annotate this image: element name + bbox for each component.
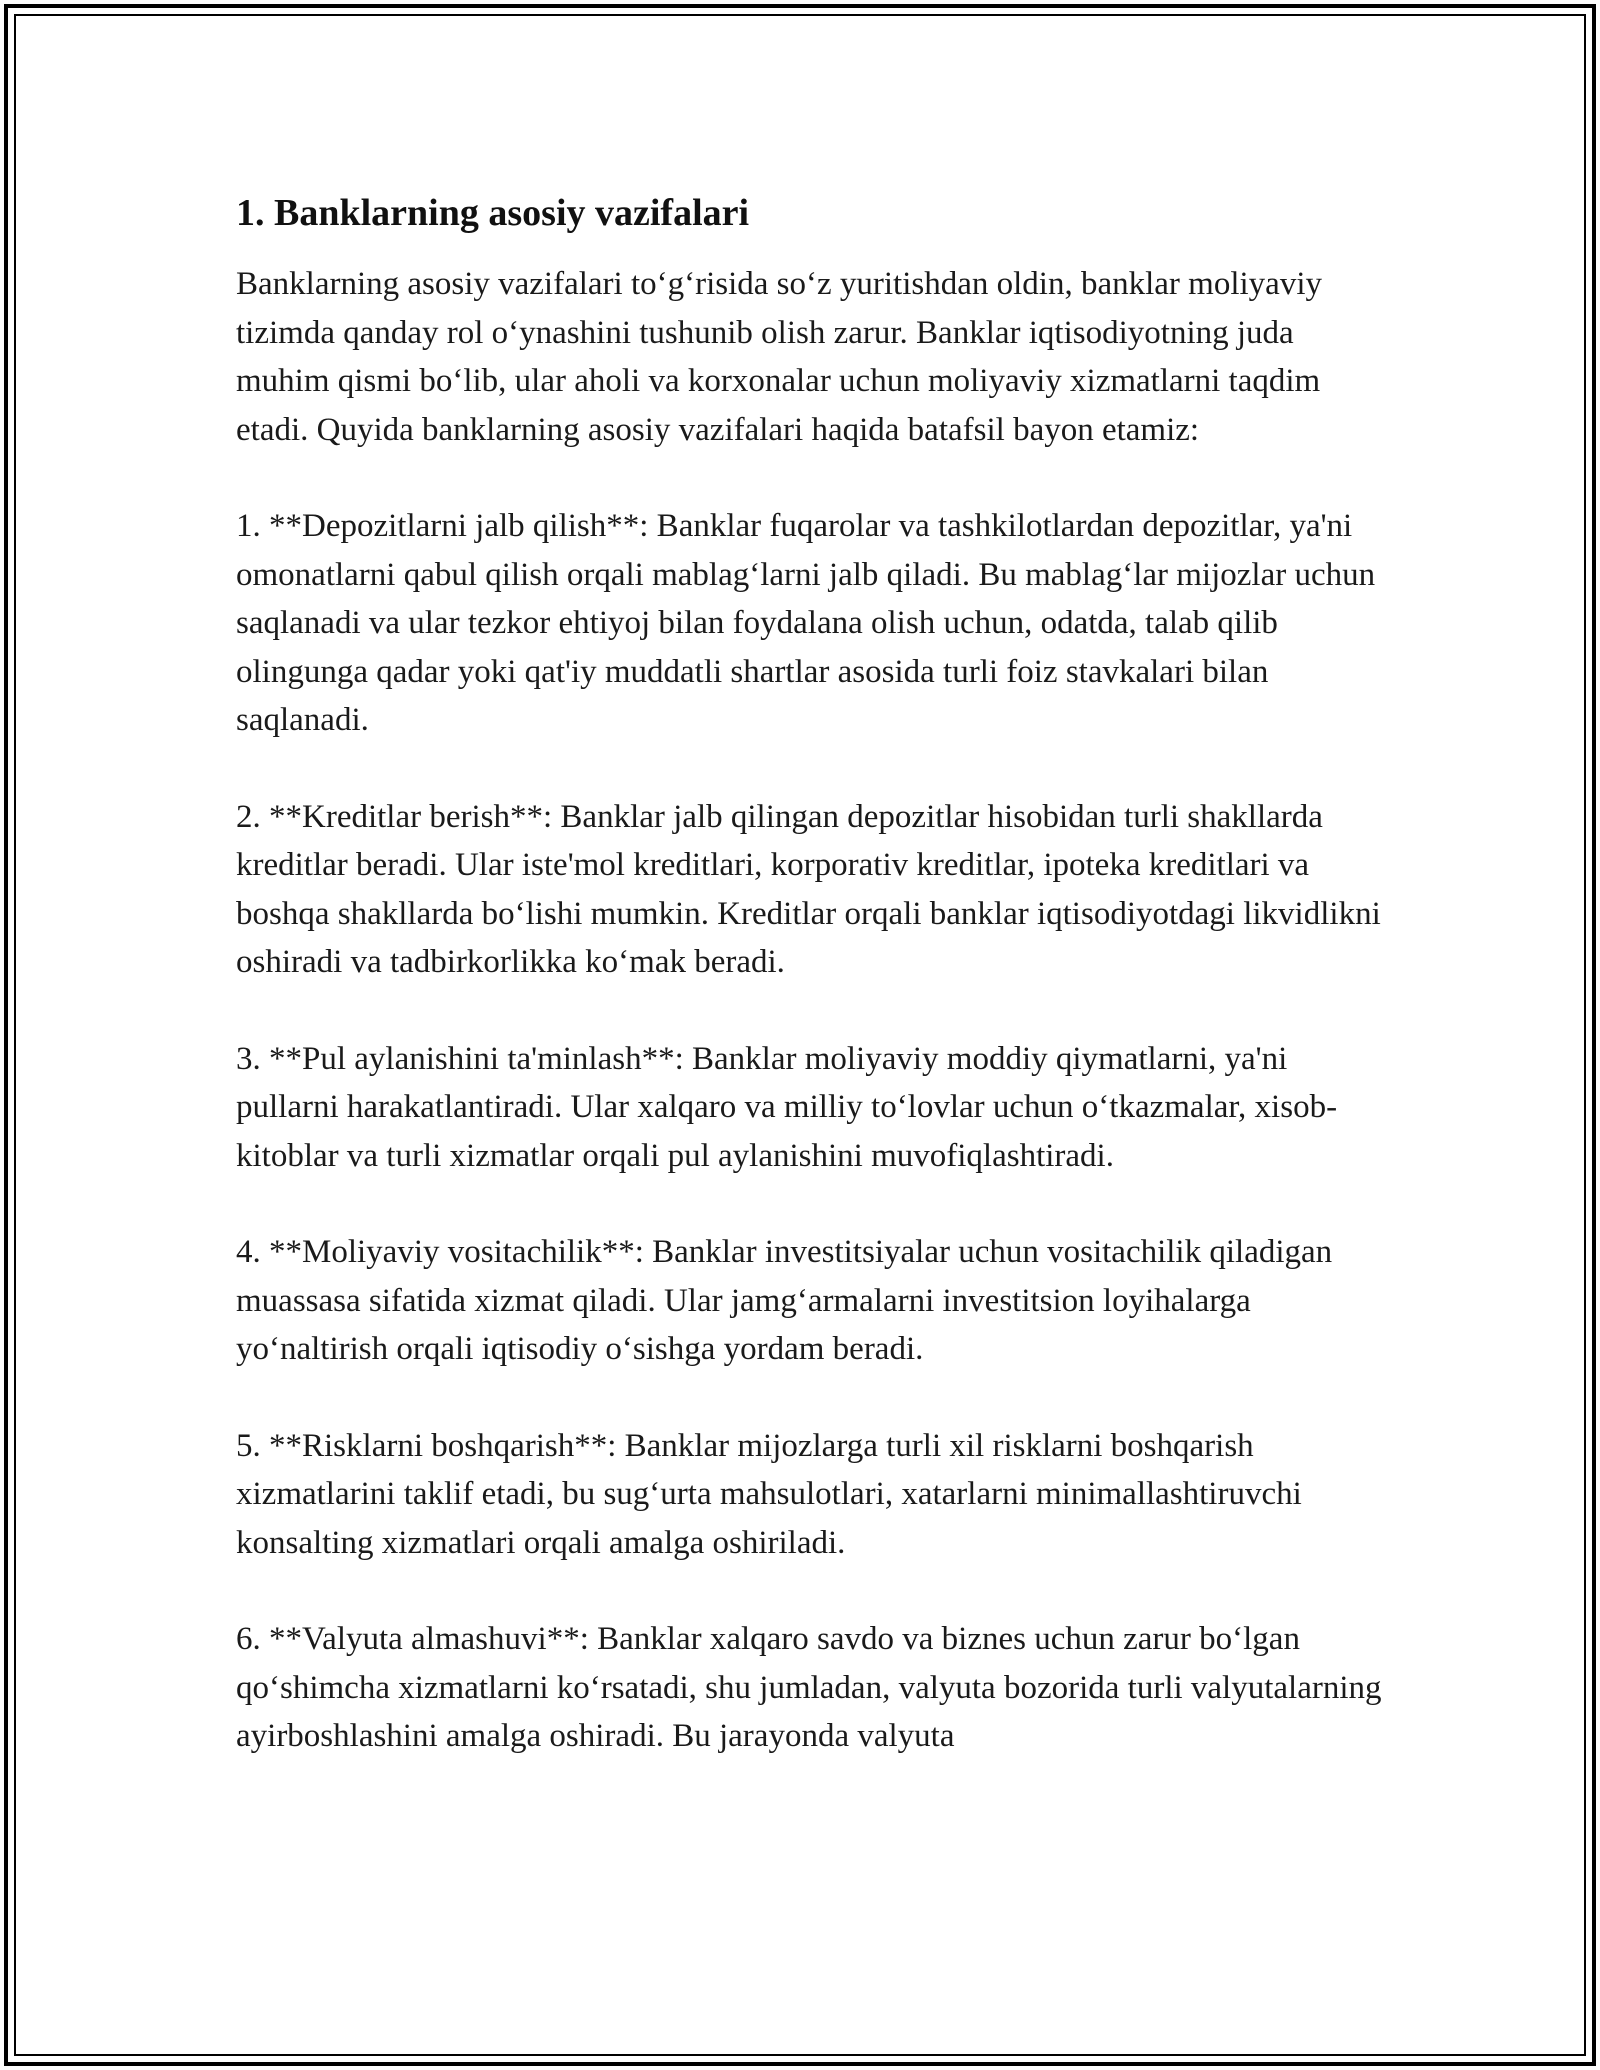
section-heading: 1. Banklarning asosiy vazifalari xyxy=(236,192,750,234)
paragraph-risk-management: 5. **Risklarni boshqarish**: Banklar mijozlarga turli xil risklarni boshqarish xizmatlarini taklif etadi, bu sug‘urta mahsulotlari, xatarlarni minimallashtiruvchi konsalting xizmatlari orqali amalga oshiriladi. xyxy=(236,1427,1302,1561)
document-body xyxy=(236,188,1386,1809)
paragraph-currency-exchange: 6. **Valyuta almashuvi**: Banklar xalqaro savdo va biznes uchun zarur bo‘lgan qo‘shimcha xizmatlarni ko‘rsatadi, shu jumladan, valyuta bozorida turli valyutalarning ayirboshlashini amalga oshiradi. Bu jarayonda valyuta xyxy=(236,1621,1382,1754)
intro-paragraph: Banklarning asosiy vazifalari to‘g‘risida so‘z yuritishdan oldin, banklar moliyaviy tizimda qanday rol o‘ynashini tushunib olish zarur. Banklar iqtisodiyotning juda muhim qismi bo‘lib, ular aholi va korxonalar uchun moliyaviy xizmatlarni taqdim etadi. Quyida banklarning asosiy vazifalari haqida batafsil bayon etamiz: xyxy=(236,266,1322,448)
paragraph-deposits: 1. **Depozitlarni jalb qilish**: Banklar fuqarolar va tashkilotlardan depozitlar, ya'ni omonatlarni qabul qilish orqali mablag‘larni jalb qiladi. Bu mablag‘lar mijozlar uchun saqlanadi va ular tezkor ehtiyoj bilan foydalana olish uchun, odatda, talab qilib olingunga qadar yoki qat'iy muddatli shartlar asosida turli foiz stavkalari bilan saqlanadi. xyxy=(236,508,1376,738)
paragraph-intermediation: 4. **Moliyaviy vositachilik**: Banklar investitsiyalar uchun vositachilik qiladigan muassasa sifatida xizmat qiladi. Ular jamg‘armalarni investitsion loyihalarga yo‘naltirish orqali iqtisodiy o‘sishga yordam beradi. xyxy=(236,1234,1333,1367)
paragraph-credits: 2. **Kreditlar berish**: Banklar jalb qilingan depozitlar hisobidan turli shakllarda kreditlar beradi. Ular iste'mol kreditlari, korporativ kreditlar, ipoteka kreditlari va boshqa shakllarda bo‘lishi mumkin. Kreditlar orqali banklar iqtisodiyotdagi likvidlikni oshiradi va tadbirkorlikka ko‘mak beradi. xyxy=(236,798,1381,980)
paragraph-money-circulation: 3. **Pul aylanishini ta'minlash**: Banklar moliyaviy moddiy qiymatlarni, ya'ni pullarni harakatlantiradi. Ular xalqaro va milliy to‘lovlar uchun o‘tkazmalar, xisob-kitoblar va turli xizmatlar orqali pul aylanishini muvofiqlashtiradi. xyxy=(236,1040,1338,1174)
